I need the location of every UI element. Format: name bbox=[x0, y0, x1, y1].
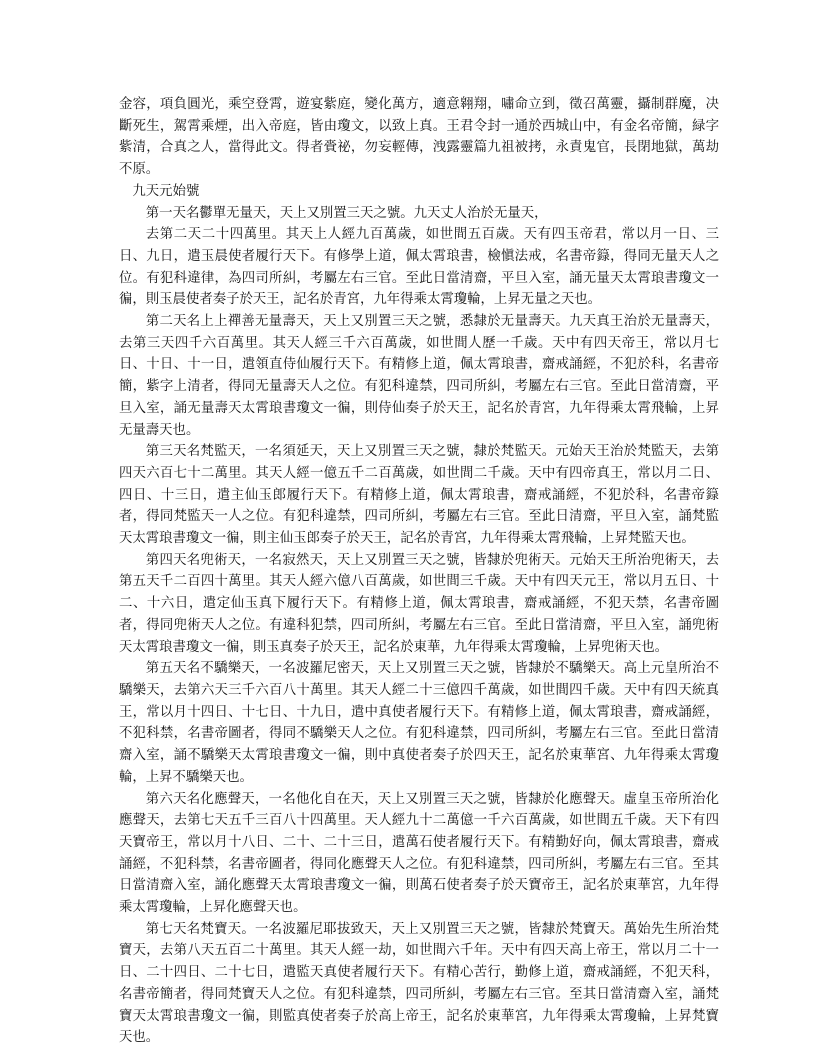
paragraph-heaven-1-body: 去第二天二十四萬里。其天上人經九百萬歲，如世間五百歲。天有四玉帝君，常以月一日、三日、九日，遣玉晨使者履行天下。有修學上道，佩太霄琅書，檢愼法戒，名書帝籙，得同无量天人之位。有犯科違律，為四司所糾，考屬左右三官。至此日當清齋，平旦入室，誦无量天太霄琅書瓊文一徧，則玉晨使者奏子於天王，記名於青宮，九年得乘太霄瓊輪，上昇无量之天也。 bbox=[119, 227, 719, 308]
opening-paragraph: 金容，項負圓光，乘空登霄，遊宴紫庭，變化萬方，適意翱翔，嘯命立到，徵召萬靈，攝制群魔，决斷死生，駕霄乘煙，出入帝庭，皆由瓊文，以致上真。王君令封一通於西城山中，有金名帝簡，緑字紫清，合真之人，當得此文。得者賫祕，勿妄輕傳，洩露靈篇九祖被拷，永責鬼官，長閉地獄，萬劫不原。 bbox=[119, 97, 719, 178]
paragraph-heaven-5: 第五天名不驕樂天，一名波羅尼密天，天上又別置三天之號，皆隸於不驕樂天。高上元皇所治不驕樂天，去第六天三千六百八十萬里。其天人經二十三億四千萬歲，如世間四千歲。天中有四天統真王，常以月十四日、十七日、十九日，遣中真使者履行天下。有精修上道，佩太霄琅書，齋戒誦經，不犯科禁，名書帝圖者，得同不驕樂天人之位。有犯科違禁，四司所糾，考屬左右三官。至此日當清齋入室，誦不驕樂天太霄琅書瓊文一徧，則中真使者奏子於四天王，記名於東華宮、九年得乘太霄瓊輪，上昇不驕樂天也。 bbox=[119, 661, 719, 785]
paragraph-heaven-6: 第六天名化應聲天，一名他化自在天，天上又別置三天之號，皆隸於化應聲天。虛皇玉帝所治化應聲天，去第七天五千三百八十四萬里。天人經九十二萬億一千六百萬歲，如世間五千歲。天下有四天寶帝王，常以月十八日、二十、二十三日，遣萬石使者履行天下。有精勤好向，佩太霄琅書，齋戒誦經，不犯科禁，名書帝圖者，得同化應聲天人之位。有犯科違禁，四司所糾，考屬左右三官。至其日當清齋入室，誦化應聲天太霄琅書瓊文一徧，則萬石使者奏子於天寶帝王，記名於東華宮，九年得乘太霄瓊輪，上昇化應聲天也。 bbox=[119, 791, 719, 916]
paragraph-heaven-7: 第七天名梵寶天。一名波羅尼耶拔致天，天上又別置三天之號，皆隸於梵寶天。萬始先生所治梵寶天，去第八天五百二十萬里。其天人經一劫，如世間六千年。天中有四天高上帝王，常以月二十一日、二十四日、二十七日，遣監天真使者履行天下。有精心苦行，勤修上道，齋戒誦經，不犯天科，名書帝簡者，得同梵寶天人之位。有犯科違禁，四司所糾，考屬左右三官。至其日當清齋入室，誦梵寶天太霄琅書瓊文一徧，則監真使者奏子於高上帝王，記名於東華宮，九年得乘太霄瓊輪，上昇梵寶天也。 bbox=[119, 921, 719, 1046]
paragraph-heaven-4: 第四天名兜術天，一名寂然天，天上又別置三天之號，皆隸於兜術天。元始天王所治兜術天，去第五天千二百四十萬里。其天人經六億八百萬歲，如世間三千歲。天中有四天元王，常以月五日、十二、十六日，遣定仙玉真下履行天下。有精修上道，佩太霄琅書，齋戒誦經，不犯天禁，名書帝圖者，得同兜術天人之位。有違科犯禁，四司所糾，考屬左右三官。至此日當清齋，平旦入室，誦兜術天太霄琅書瓊文一徧，則玉真奏子於天王，記名於東華，九年得乘太霄瓊輪，上昇兜術天也。 bbox=[119, 552, 719, 655]
paragraph-heaven-2: 第二天名上上禪善无量壽天，天上又別置三天之號，悉隸於无量壽天。九天真王治於无量壽天，去第三天四千六百萬里。其天人經三千六百萬歲，如世間人歷一千歲。天中有四天帝王，常以月七日、十日、十一日，遣領直侍仙履行天下。有精修上道，佩太霄琅書，齋戒誦經，不犯於科，名書帝簡，紫字上清者，得同无量壽天人之位。有犯科違禁，四司所糾，考屬左右三官。至此日當清齋，平旦入室，誦无量壽天太霄琅書瓊文一徧，則侍仙奏子於天王，記名於青宮，九年得乘太霄飛輪，上昇无量壽天也。 bbox=[119, 314, 719, 438]
document-page bbox=[119, 94, 719, 1049]
paragraph-heaven-1-intro: 第一天名鬱單无量天，天上又別置三天之號。九天丈人治於无量天， bbox=[145, 205, 548, 221]
section-title: 九天元始號 bbox=[132, 183, 200, 199]
paragraph-heaven-3: 第三天名梵監天，一名須延天，天上又別置三天之號，隸於梵監天。元始天王治於梵監天，去第四天六百七十二萬里。其天人經一億五千二百萬歲，如世間二千歲。天中有四帝真王，常以月二日、四日、十三日，遣主仙玉郎履行天下。有精修上道，佩太霄琅書，齋戒誦經，不犯於科，名書帝籙者，得同梵監天一人之位。有犯科違禁，四司所糾，考屬左右三官。至此日清齋，平旦入室，誦梵監天太霄琅書瓊文一徧，則主仙玉郎奏子於天王，記名於青宮，九年得乘太霄飛輪，上昇梵監天也。 bbox=[119, 444, 719, 547]
